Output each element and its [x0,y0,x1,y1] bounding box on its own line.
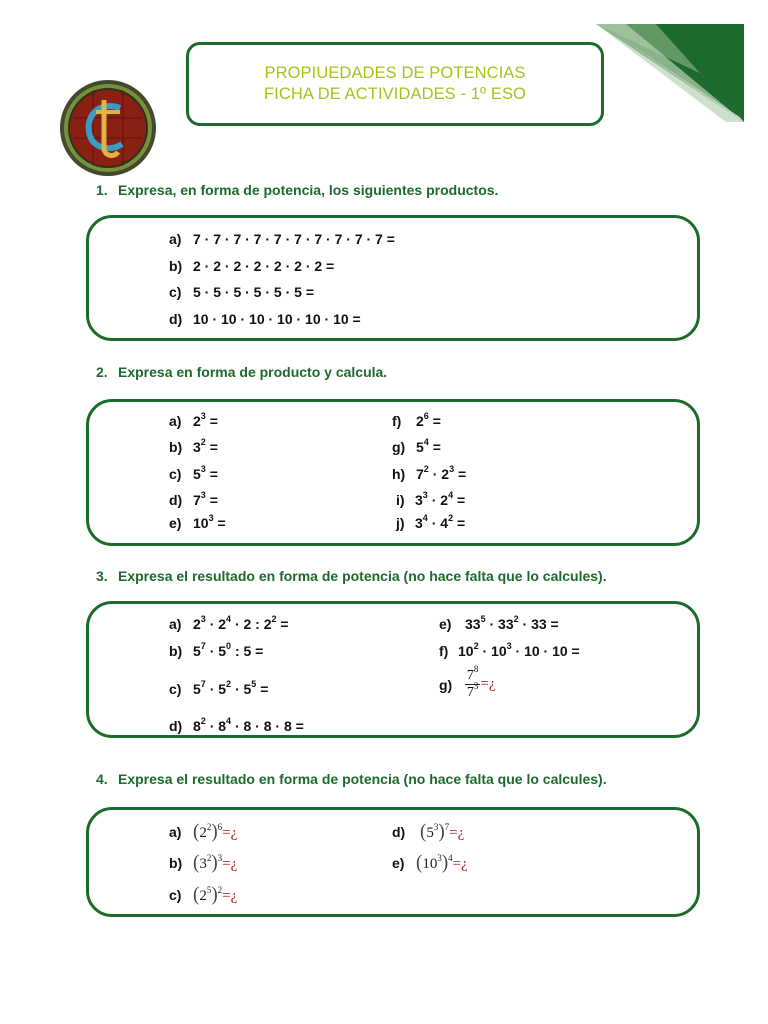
q2-item-g: g) $5^4$ = [392,437,441,455]
page-title: PROPIUEDADES DE POTENCIAS [264,64,526,82]
q3-item-f: f) $10^2 \cdot 10^3 \cdot 10 \cdot 10$ = [439,641,580,659]
q2-item-d: d) $7^3$ = [169,490,218,508]
q2-item-i: i) $3^3 \cdot 2^4$ = [396,490,466,508]
q3-item-g: g) $\frac{7^8}{7^3}$ =¿ [439,664,496,700]
q1-item-c: c) 5 · 5 · 5 · 5 · 5 · 5 = [169,284,314,300]
q3-item-b: b) $5^7 \cdot 5^0$ : 5 = [169,641,264,659]
title-box [186,42,604,126]
q4-item-e: e) $(10^3)^4=¿$ [392,851,468,874]
q4-item-c: c) $(2^5)^2=¿$ [169,883,238,906]
question-4-heading: 4. Expresa el resultado en forma de potencia (no hace falta que lo calcules). [96,771,607,787]
q1-item-b: b) 2 · 2 · 2 · 2 · 2 · 2 · 2 = [169,258,335,274]
fraction: $\frac{7^8}{7^3}$ [466,664,479,700]
corner-decoration [596,24,744,122]
q2-item-a: a) $2^3$ = [169,411,218,429]
q3-item-d: d) $8^2 \cdot 8^4 \cdot 8 \cdot 8 \cdot 8$ = [169,716,304,734]
q3-item-c: c) $5^7 \cdot 5^2 \cdot 5^5$ = [169,679,269,697]
q3-item-a: a) $2^3 \cdot 2^4 \cdot 2$ : $2^2$ = [169,614,289,632]
q4-item-b: b) $(3^2)^3=¿$ [169,851,238,874]
q2-item-h: h) $7^2 \cdot 2^3$ = [392,464,467,482]
question-3-heading: 3. Expresa el resultado en forma de potencia (no hace falta que lo calcules). [96,568,607,584]
page-subtitle: FICHA DE ACTIVIDADES - 1º ESO [264,85,526,103]
q2-item-c: c) $5^3$ = [169,464,218,482]
q2-item-f: f) $2^6$ = [392,411,441,429]
q4-item-d: d) $(5^3)^7=¿$ [392,820,465,843]
school-crest-logo [58,78,158,178]
question-1-heading: 1. Expresa, en forma de potencia, los siguientes productos. [96,182,499,198]
q2-item-e: e) $10^3$ = [169,513,226,531]
q1-item-a: a) 7 · 7 · 7 · 7 · 7 · 7 · 7 · 7 · 7 · 7 = [169,231,395,247]
q4-item-a: a) $(2^2)^6=¿$ [169,820,238,843]
q3-item-e: e) $33^5 \cdot 33^2 \cdot 33$ = [439,614,559,632]
q2-item-j: j) $3^4 \cdot 4^2$ = [396,513,466,531]
q2-item-b: b) $3^2$ = [169,437,218,455]
question-2-heading: 2. Expresa en forma de producto y calcula. [96,364,388,380]
q1-item-d: d) 10 · 10 · 10 · 10 · 10 · 10 = [169,311,361,327]
